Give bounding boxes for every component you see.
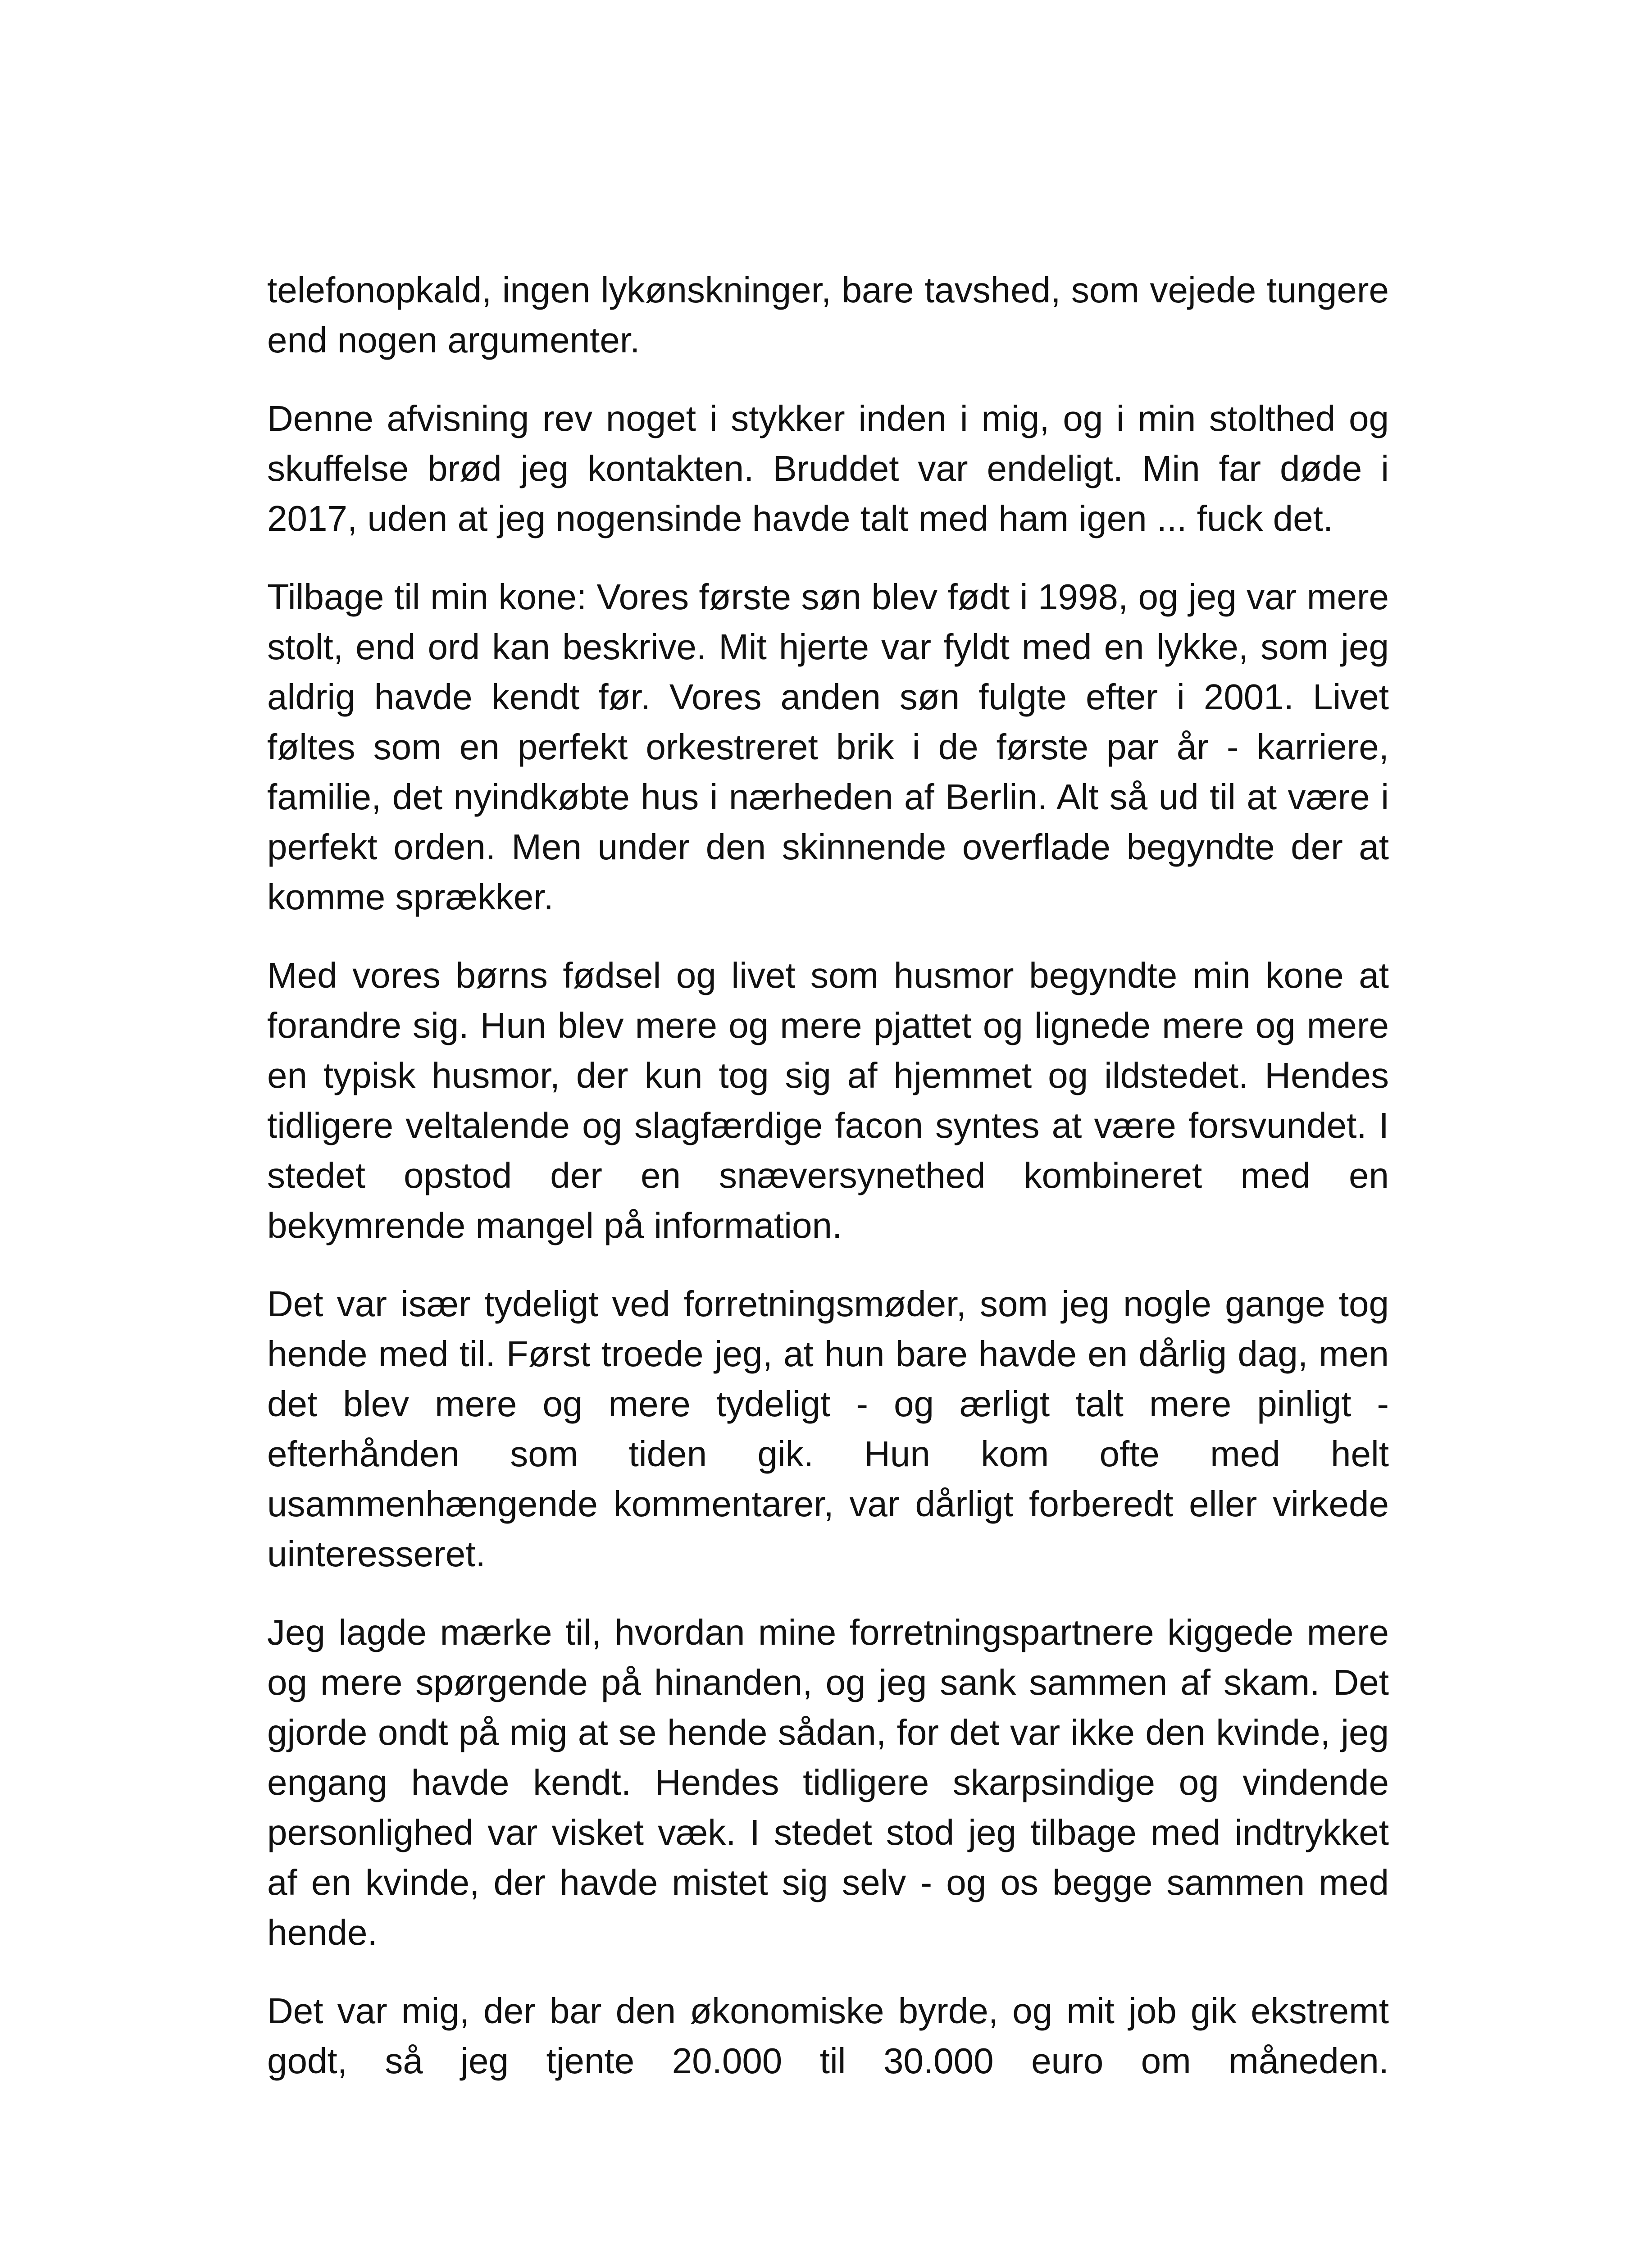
paragraph-7: Det var mig, der bar den økonomiske byrde, og mit job gik ekstremt godt, så jeg tjente 20.000 til 30.000 euro om måneden.: [267, 1991, 1389, 2081]
paragraph-3: Tilbage til min kone: Vores første søn blev født i 1998, og jeg var mere stolt, end ord kan beskrive. Mit hjerte var fyldt med en lykke, som jeg aldrig havde kendt før. Vores anden søn fulgte efter i 2001. Livet føltes som en perfekt orkestreret brik i de første par år - karriere, familie, det nyindkøbte hus i nærheden af Berlin. Alt så ud til at være i perfekt orden. Men under den skinnende overflade begyndte der at komme sprækker.: [267, 577, 1389, 917]
paragraph-6: Jeg lagde mærke til, hvordan mine forretningspartnere kiggede mere og mere spørgende på hinanden, og jeg sank sammen af skam. Det gjorde ondt på mig at se hende sådan, for det var ikke den kvinde, jeg engang havde kendt. Hendes tidligere skarpsindige og vindende personlighed var visket væk. I stedet stod jeg tilbage med indtrykket af en kvinde, der havde mistet sig selv - og os begge sammen med hende.: [267, 1612, 1389, 1952]
paragraph-1: telefonopkald, ingen lykønskninger, bare tavshed, som vejede tungere end nogen argumenter.: [267, 270, 1389, 360]
paragraph-4: Med vores børns fødsel og livet som husmor begyndte min kone at forandre sig. Hun blev mere og mere pjattet og lignede mere og mere en typisk husmor, der kun tog sig af hjemmet og ildstedet. Hendes tidligere veltalende og slagfærdige facon syntes at være forsvundet. I stedet opstod der en snæversynethed kombineret med en bekymrende mangel på information.: [267, 955, 1389, 1245]
body-text: [267, 265, 1389, 2086]
paragraph-5: Det var især tydeligt ved forretningsmøder, som jeg nogle gange tog hende med til. Først troede jeg, at hun bare havde en dårlig dag, men det blev mere og mere tydeligt - og ærligt talt mere pinligt - efterhånden som tiden gik. Hun kom ofte med helt usammenhængende kommentarer, var dårligt forberedt eller virkede uinteresseret.: [267, 1284, 1389, 1574]
paragraph-2: Denne afvisning rev noget i stykker inden i mig, og i min stolthed og skuffelse brød jeg kontakten. Bruddet var endeligt. Min far døde i 2017, uden at jeg nogensinde havde talt med ham igen ... fuck det.: [267, 398, 1389, 538]
